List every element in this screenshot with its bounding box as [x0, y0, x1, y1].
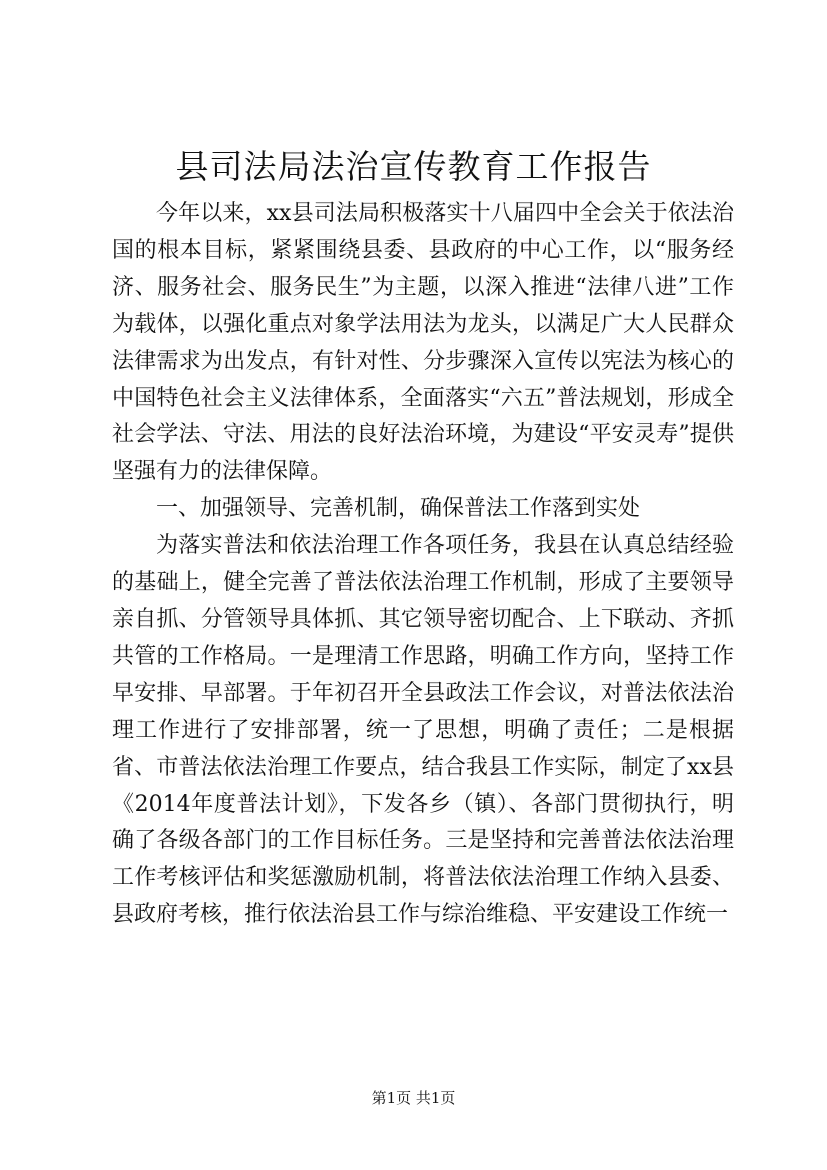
document-body: [112, 196, 734, 934]
section-heading: 一、加强领导、完善机制，确保普法工作落到实处: [156, 496, 641, 522]
document-title: 县司法局法治宣传教育工作报告: [175, 147, 652, 186]
page-number: 第1页 共1页: [371, 1089, 456, 1107]
paragraph-section-1: 为落实普法和依法治理工作各项任务，我县在认真总结经验的基础上，健全完善了普法依法治理工作机制，形成了主要领导亲自抓、分管领导具体抓、其它领导密切配合、上下联动、齐抓共管的工作格局。一是理清工作思路，明确工作方向，坚持工作早安排、早部署。于年初召开全县政法工作会议，对普法依法治理工作进行了安排部署，统一了思想，明确了责任；二是根据省、市普法依法治理工作要点，结合我县工作实际，制定了xx县《2014年度普法计划》，下发各乡（镇）、各部门贯彻执行，明确了各级各部门的工作目标任务。三是坚持和完善普法依法治理工作考核评估和奖惩激励机制，将普法依法治理工作纳入县委、县政府考核，推行依法治县工作与综治维稳、平安建设工作统一: [112, 533, 734, 928]
paragraph-intro: 今年以来，xx县司法局积极落实十八届四中全会关于依法治国的根本目标，紧紧围绕县委、县政府的中心工作，以“服务经济、服务社会、服务民生”为主题，以深入推进“法律八进”工作为载体，以强化重点对象学法用法为龙头，以满足广大人民群众法律需求为出发点，有针对性、分步骤深入宣传以宪法为核心的中国特色社会主义法律体系，全面落实“六五”普法规划，形成全社会学法、守法、用法的良好法治环境，为建设“平安灵寿”提供坚强有力的法律保障。: [112, 201, 734, 485]
